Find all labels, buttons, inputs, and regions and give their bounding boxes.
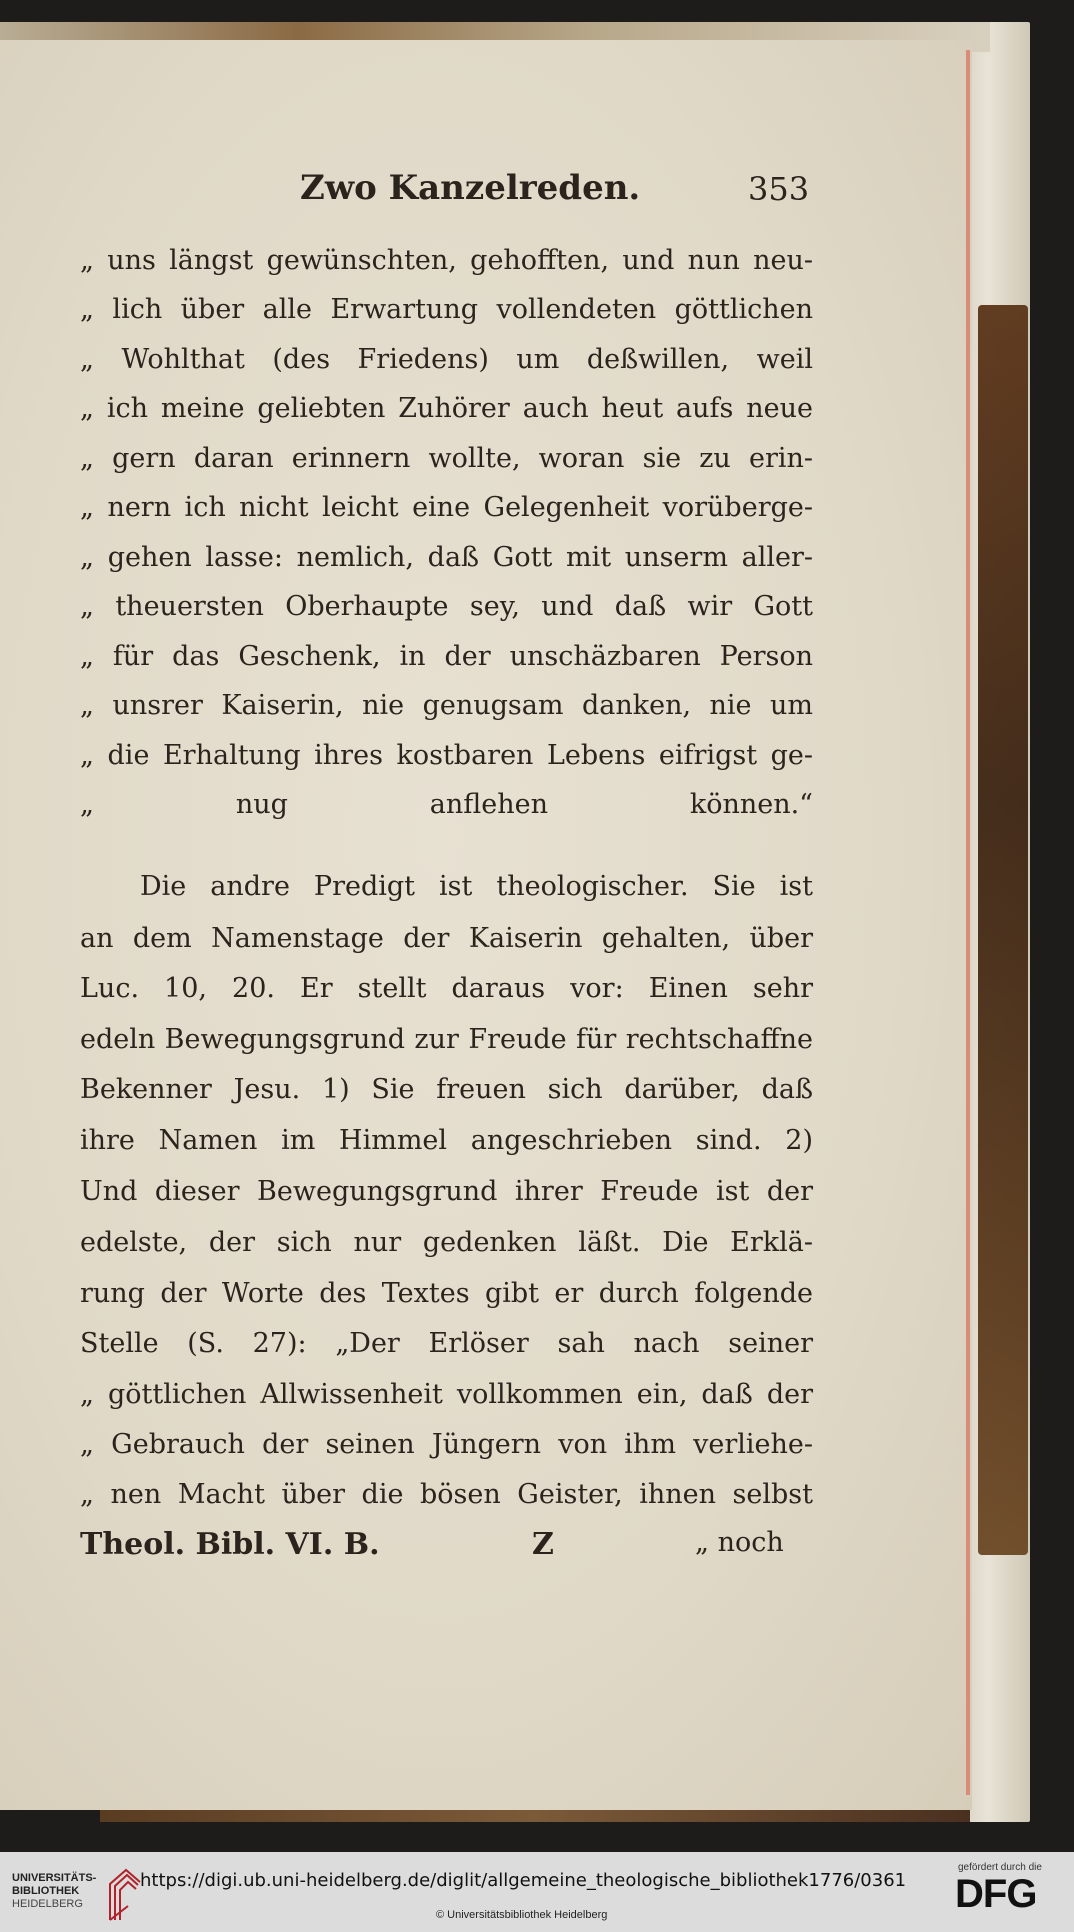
funding-label: gefördert durch die bbox=[958, 1862, 1042, 1873]
running-head: Zwo Kanzelreden. bbox=[300, 168, 641, 208]
text-line: an dem Namenstage der Kaiserin gehalten, über bbox=[80, 923, 813, 954]
copyright-text: © Universitätsbibliothek Heidelberg bbox=[436, 1909, 608, 1921]
text-line: „ nug anflehen können.“ bbox=[80, 789, 813, 820]
library-logo-line: BIBLIOTHEK bbox=[12, 1885, 80, 1897]
text-line: „ Gebrauch der seinen Jüngern von ihm verliehe- bbox=[80, 1429, 813, 1460]
page-edge-red bbox=[966, 50, 970, 1795]
library-logo[interactable] bbox=[12, 1872, 96, 1911]
text-line: „ nen Macht über die bösen Geister, ihnen selbst bbox=[80, 1479, 813, 1510]
footer-bar bbox=[0, 1852, 1074, 1932]
catchword: „ noch bbox=[695, 1527, 784, 1558]
library-mark-icon bbox=[106, 1866, 144, 1924]
library-logo-line: HEIDELBERG bbox=[12, 1898, 83, 1910]
text-line: Luc. 10, 20. Er stellt daraus vor: Einen sehr bbox=[80, 973, 813, 1004]
text-line: edelste, der sich nur gedenken läßt. Die Erklä- bbox=[80, 1227, 813, 1258]
text-line: ihre Namen im Himmel angeschrieben sind. 2) bbox=[80, 1125, 813, 1156]
text-line: „ für das Geschenk, in der unschäzbaren Person bbox=[80, 641, 813, 672]
text-line: „ lich über alle Erwartung vollendeten göttlichen bbox=[80, 294, 813, 325]
text-line: Und dieser Bewegungsgrund ihrer Freude ist der bbox=[80, 1176, 813, 1207]
text-line: „ ich meine geliebten Zuhörer auch heut aufs neue bbox=[80, 393, 813, 424]
text-line: „ gern daran erinnern wollte, woran sie zu erin- bbox=[80, 443, 813, 474]
text-line: rung der Worte des Textes gibt er durch folgende bbox=[80, 1278, 813, 1309]
text-line: „ die Erhaltung ihres kostbaren Lebens eifrigst ge- bbox=[80, 740, 813, 771]
signature-mark: Z bbox=[532, 1527, 554, 1562]
text-line: Die andre Predigt ist theologischer. Sie ist bbox=[140, 871, 813, 902]
text-line: „ unsrer Kaiserin, nie genugsam danken, nie um bbox=[80, 690, 813, 721]
binding-stain bbox=[978, 305, 1028, 1555]
text-line: „ theuersten Oberhaupte sey, und daß wir Gott bbox=[80, 591, 813, 622]
text-line: „ Wohlthat (des Friedens) um deßwillen, weil bbox=[80, 344, 813, 375]
text-line: Bekenner Jesu. 1) Sie freuen sich darüber, daß bbox=[80, 1074, 813, 1105]
library-logo-line: UNIVERSITÄTS- bbox=[12, 1872, 97, 1884]
text-line: edeln Bewegungsgrund zur Freude für rechtschaffne bbox=[80, 1024, 813, 1055]
text-line: Stelle (S. 27): „Der Erlöser sah nach seiner bbox=[80, 1328, 813, 1359]
permalink-url[interactable]: https://digi.ub.uni-heidelberg.de/diglit/allgemeine_theologische_bibliothek1776/0361 bbox=[140, 1870, 907, 1891]
text-line: „ uns längst gewünschten, gehofften, und nun neu- bbox=[80, 245, 813, 276]
text-line: „ gehen lasse: nemlich, daß Gott mit unserm aller- bbox=[80, 542, 813, 573]
dfg-logo: DFG bbox=[955, 1872, 1037, 1916]
text-line: „ göttlichen Allwissenheit vollkommen ein, daß der bbox=[80, 1379, 813, 1410]
text-line: „ nern ich nicht leicht eine Gelegenheit vorüberge- bbox=[80, 492, 813, 523]
signature-line: Theol. Bibl. VI. B. bbox=[80, 1527, 380, 1562]
page-number: 353 bbox=[748, 170, 810, 208]
